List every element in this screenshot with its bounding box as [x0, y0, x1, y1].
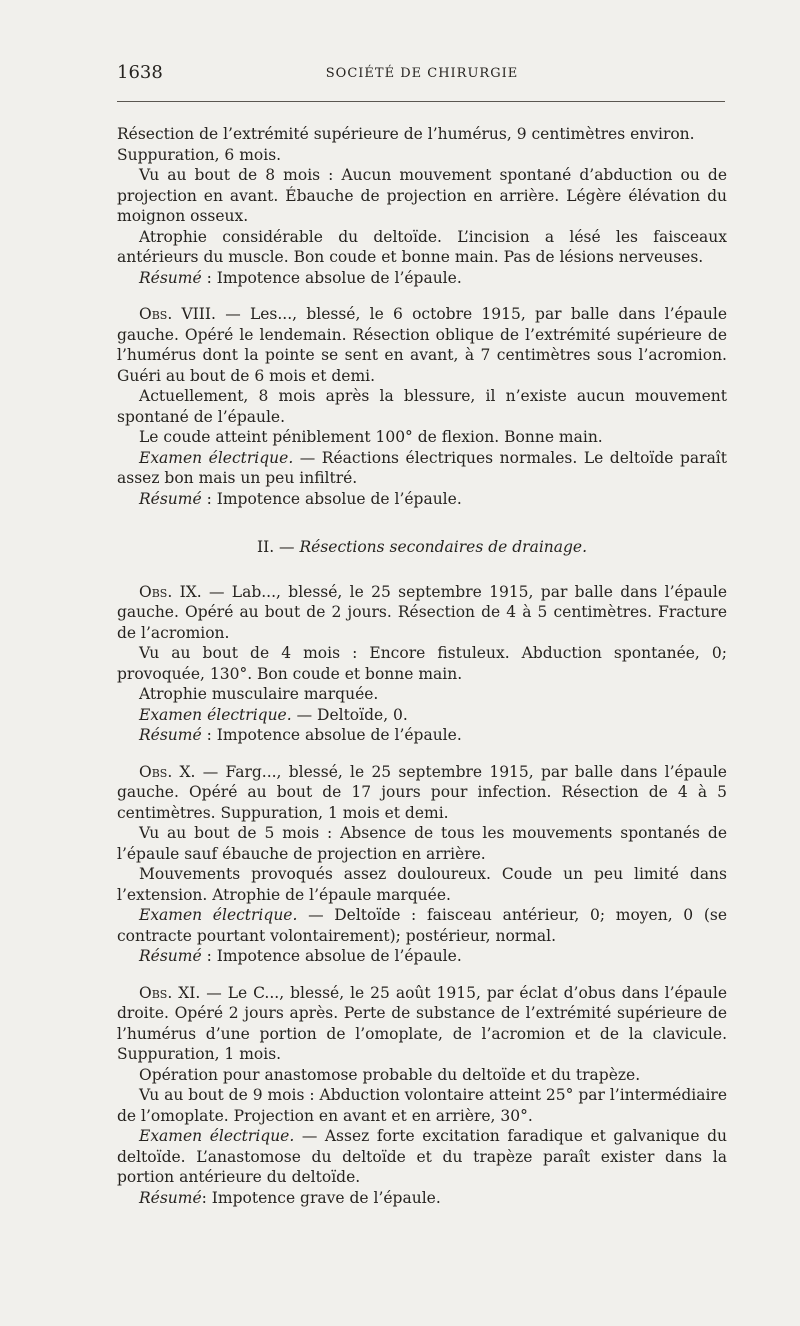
obs-label: Obs. X. — [139, 762, 196, 781]
obs-label: Obs. XI. — [139, 983, 201, 1002]
page-header — [117, 62, 727, 90]
exam-line: Examen électrique. — Deltoïde, 0. — [139, 705, 408, 724]
exam-label: Examen électrique. — [139, 1127, 295, 1145]
header-rule — [117, 101, 725, 102]
page-number: 1638 — [117, 62, 163, 83]
resume-line: Résumé : Impotence absolue de l’épaule. — [139, 726, 462, 744]
paragraph: Atrophie considérable du deltoïde. L’incision a lésé les faisceaux antérieurs du muscle. Bon coude et bonne main. Pas de lésions nerveuses. — [117, 227, 727, 266]
paragraph: Mouvements provoqués assez douloureux. Coude un peu limité dans l’extension. Atrophie de l’épaule marquée. — [117, 865, 727, 904]
paragraph: Résection de l’extrémité supérieure de l’humérus, 9 centimètres environ. Suppuration, 6 mois. — [117, 125, 695, 164]
resume-line: Résumé : Impotence absolue de l’épaule. — [139, 947, 462, 965]
resume-label: Résumé — [139, 726, 202, 744]
paragraph: Vu au bout de 9 mois : Abduction volontaire atteint 25° par l’intermédiaire de l’omoplate. Projection en avant et en arrière, 30°. — [117, 1086, 727, 1125]
exam-label: Examen électrique. — [139, 448, 294, 467]
resume-line: Résumé : Impotence absolue de l’épaule. — [139, 489, 462, 508]
exam-line: Examen électrique. — Deltoïde : faisceau antérieur, 0; moyen, 0 (se contracte pourtant volontairement); postérieur, normal. — [117, 906, 727, 945]
resume-label: Résumé — [139, 947, 202, 965]
exam-label: Examen électrique. — [139, 705, 292, 724]
exam-label: Examen électrique. — [139, 906, 298, 924]
paragraph: Vu au bout de 4 mois : Encore fistuleux. Abduction spontanée, 0; provoquée, 130°. Bon coude et bonne main. — [117, 644, 727, 683]
paragraph: Actuellement, 8 mois après la blessure, il n’existe aucun mouvement spontané de l’épaule. — [117, 387, 727, 426]
observation-11: Obs. XI. — Le C..., blessé, le 25 août 1915, par éclat d’obus dans l’épaule droite. Opéré 2 jours après. Perte de substance de l’extrémité supérieure de l’humérus d’une portion de l’omoplate, de l’acromion et de la clavicule. Suppuration, 1 mois. — [117, 983, 728, 1063]
observation-10: Obs. X. — Farg..., blessé, le 25 septembre 1915, par balle dans l’épaule gauche. Opéré au bout de 17 jours pour infection. Résection de 4 à 5 centimètres. Suppuration, 1 mois et demi. — [117, 762, 727, 822]
section-heading: II. — Résections secondaires de drainage. — [256, 538, 588, 556]
paragraph: Atrophie musculaire marquée. — [139, 685, 379, 703]
resume-label: Résumé — [139, 489, 202, 508]
paragraph: Opération pour anastomose probable du deltoïde et du trapèze. — [139, 1065, 641, 1084]
obs-label: Obs. VIII. — [139, 305, 216, 323]
obs-label: Obs. IX. — [139, 582, 202, 601]
body-text — [117, 124, 727, 1208]
resume-label: Résumé — [139, 268, 202, 287]
running-title: SOCIÉTÉ DE CHIRURGIE — [325, 66, 519, 81]
resume-label: Résumé — [139, 1188, 202, 1207]
exam-line: Examen électrique. — Réactions électriques normales. Le deltoïde paraît assez bon mais un peu infiltré. — [117, 448, 727, 487]
resume-line: Résumé: Impotence grave de l’épaule. — [139, 1188, 441, 1207]
resume-line: Résumé : Impotence absolue de l’épaule. — [139, 268, 462, 287]
observation-9: Obs. IX. — Lab..., blessé, le 25 septembre 1915, par balle dans l’épaule gauche. Opéré au bout de 2 jours. Résection de 4 à 5 centimètres. Fracture de l’acromion. — [117, 582, 727, 642]
exam-line: Examen électrique. — Assez forte excitation faradique et galvanique du deltoïde. L’anastomose du deltoïde et du trapèze paraît exister dans la portion antérieure du deltoïde. — [117, 1127, 727, 1186]
paragraph: Le coude atteint péniblement 100° de flexion. Bonne main. — [139, 428, 603, 446]
paragraph: Vu au bout de 5 mois : Absence de tous les mouvements spontanés de l’épaule sauf ébauche de projection en arrière. — [117, 824, 727, 863]
paragraph: Vu au bout de 8 mois : Aucun mouvement spontané d’abduction ou de projection en avant. Ébauche de projection en arrière. Légère élévation du moignon osseux. — [117, 166, 727, 225]
observation-8: Obs. VIII. — Les..., blessé, le 6 octobre 1915, par balle dans l’épaule gauche. Opéré le lendemain. Résection oblique de l’extrémité supérieure de l’humérus dont la pointe se sent en avant, à 7 centimètres sous l’acromion. Guéri au bout de 6 mois et demi. — [117, 305, 727, 385]
